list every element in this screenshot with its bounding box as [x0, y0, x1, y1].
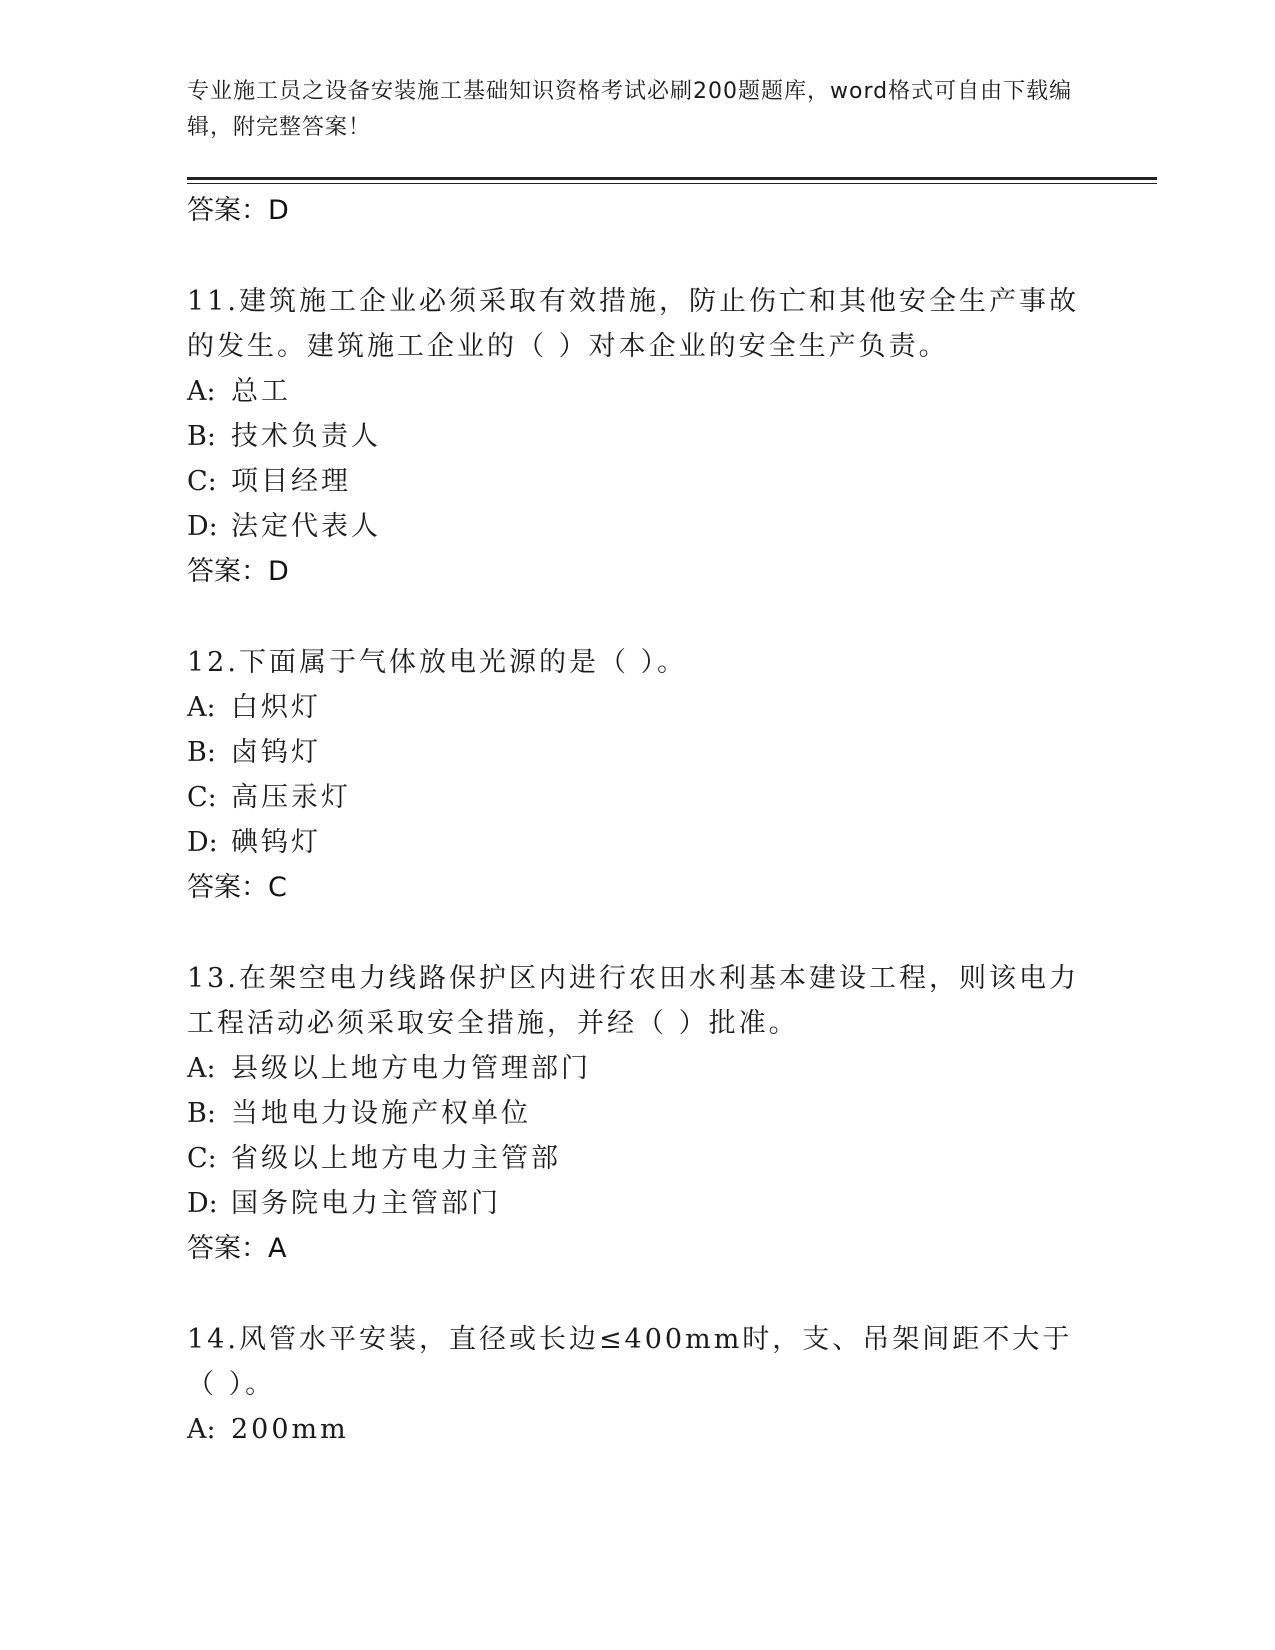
option-letter: D:	[187, 511, 218, 542]
option-c	[187, 459, 1087, 504]
option-text: 县级以上地方电力管理部门	[231, 1053, 591, 1084]
option-d	[187, 1181, 1087, 1226]
option-text: 项目经理	[231, 466, 351, 497]
option-letter: B:	[187, 737, 216, 768]
option-letter: C:	[187, 466, 217, 497]
option-a	[187, 1046, 1087, 1091]
option-d	[187, 504, 1087, 549]
option-text: 200mm	[231, 1414, 349, 1445]
option-letter: C:	[187, 1143, 217, 1174]
question-12	[187, 640, 1087, 911]
option-text: 高压汞灯	[231, 782, 351, 813]
option-text: 卤钨灯	[231, 737, 321, 768]
header-rule	[187, 177, 1157, 180]
option-letter: A:	[187, 1053, 216, 1084]
option-text: 当地电力设施产权单位	[231, 1098, 531, 1129]
option-text: 国务院电力主管部门	[231, 1188, 501, 1219]
question-text: 11.建筑施工企业必须采取有效措施，防止伤亡和其他安全生产事故的发生。建筑施工企业的（ ）对本企业的安全生产负责。	[187, 286, 1079, 362]
option-b	[187, 730, 1087, 775]
question-13	[187, 956, 1087, 1272]
header-rule-thin	[187, 183, 1157, 184]
option-text: 总工	[231, 376, 291, 407]
option-letter: A:	[187, 1414, 216, 1445]
option-letter: A:	[187, 376, 216, 407]
spacer	[187, 595, 1087, 640]
question-11	[187, 279, 1087, 595]
option-a	[187, 369, 1087, 414]
question-text: 13.在架空电力线路保护区内进行农田水利基本建设工程，则该电力工程活动必须采取安全措施，并经（ ）批准。	[187, 963, 1079, 1039]
option-letter: D:	[187, 827, 218, 858]
spacer	[187, 1272, 1087, 1317]
option-c	[187, 775, 1087, 820]
answer-line: 答案：C	[187, 872, 287, 903]
answer-line: 答案：A	[187, 1233, 287, 1264]
question-text: 14.风管水平安装，直径或长边≤400mm时，支、吊架间距不大于（ ）。	[187, 1324, 1073, 1400]
answer-line: 答案：D	[187, 195, 289, 226]
option-a	[187, 685, 1087, 730]
spacer	[187, 234, 1087, 279]
option-d	[187, 820, 1087, 865]
option-letter: B:	[187, 421, 216, 452]
question-14	[187, 1317, 1087, 1452]
option-c	[187, 1136, 1087, 1181]
option-a	[187, 1407, 1087, 1452]
option-b	[187, 414, 1087, 459]
option-text: 省级以上地方电力主管部	[231, 1143, 561, 1174]
option-text: 法定代表人	[231, 511, 381, 542]
page-header: 专业施工员之设备安装施工基础知识资格考试必刷200题题库，word格式可自由下载编辑，附完整答案！	[187, 79, 1073, 140]
question-list	[187, 188, 1087, 1452]
option-text: 技术负责人	[231, 421, 381, 452]
option-letter: C:	[187, 782, 217, 813]
question-text: 12.下面属于气体放电光源的是（ ）。	[187, 647, 688, 678]
option-letter: A:	[187, 692, 216, 723]
spacer	[187, 911, 1087, 956]
option-b	[187, 1091, 1087, 1136]
option-letter: B:	[187, 1098, 216, 1129]
option-text: 白炽灯	[231, 692, 321, 723]
option-text: 碘钨灯	[231, 827, 321, 858]
answer-line: 答案：D	[187, 556, 289, 587]
option-letter: D:	[187, 1188, 218, 1219]
